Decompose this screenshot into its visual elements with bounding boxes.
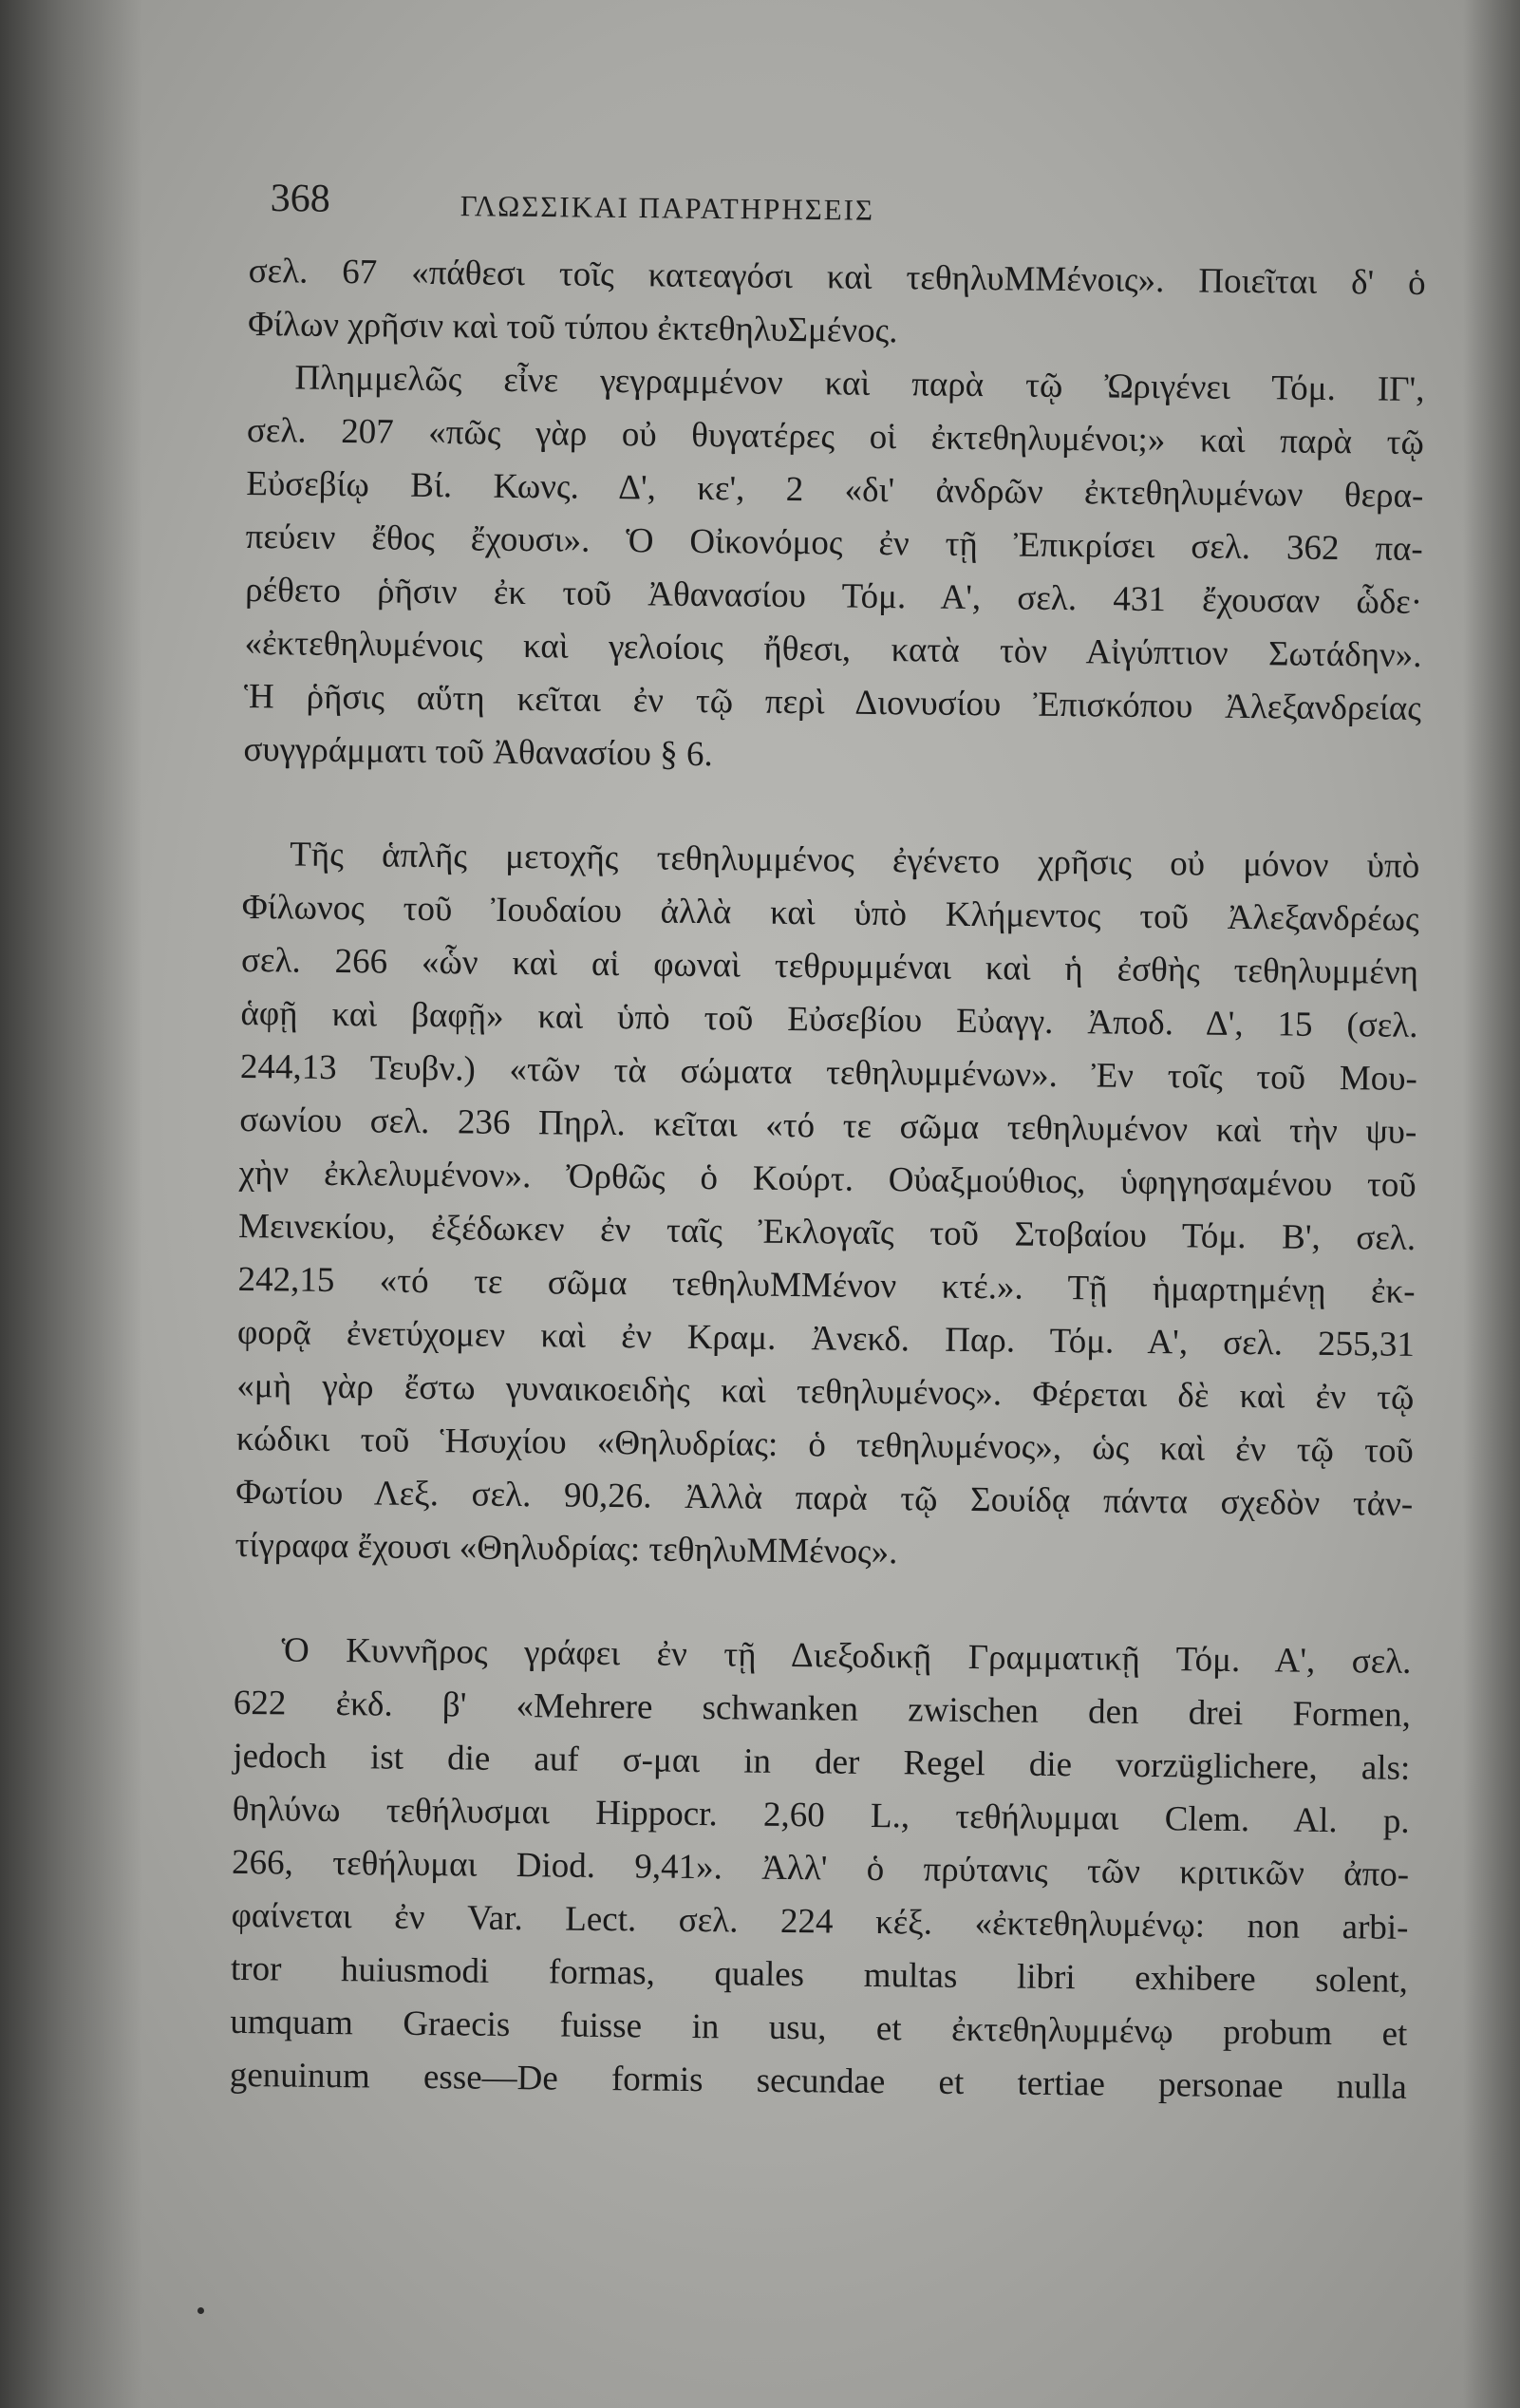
text-line: 266, τεθήλυμαι Diod. 9,41». Ἀλλ' ὁ πρύτανις τῶν κριτικῶν ἀπο- — [231, 1842, 1410, 1894]
running-title: ΓΛΩΣΣΙΚΑΙ ΠΑΡΑΤΗΡΗΣΕΙΣ — [460, 189, 875, 227]
text-line: φορᾷ ἐνετύχομεν καὶ ἐν Κραμ. Ἀνεκδ. Παρ. Τόμ. Α', σελ. 255,31 — [236, 1312, 1416, 1364]
text-line: Φίλωνος τοῦ Ἰουδαίου ἀλλὰ καὶ ὑπὸ Κλήμεντος τοῦ Ἀλεξανδρέως — [241, 887, 1419, 939]
text-line: Εὐσεβίῳ Βί. Κωνς. Δ', κε', 2 «δι' ἀνδρῶν ἐκτεθηλυμένων θερα- — [246, 463, 1424, 516]
text-line: κώδικι τοῦ Ἡσυχίου «Θηλυδρίας: ὁ τεθηλυμένος», ὡς καὶ ἐν τῷ τοῦ — [235, 1419, 1414, 1471]
text-line: jedoch ist die auf σ-μαι in der Regel die vorzüglichere, als: — [233, 1736, 1411, 1788]
text-line: Μεινεκίου, ἐξέδωκεν ἐν ταῖς Ἐκλογαῖς τοῦ Στοβαίου Τόμ. Β', σελ. — [237, 1206, 1417, 1258]
body-text — [230, 245, 1426, 2115]
page-header — [270, 176, 1419, 245]
text-line: Ὁ Κυννῆρος γράφει ἐν τῇ Διεξοδικῇ Γραμματικῇ Τόμ. Α', σελ. — [281, 1630, 1412, 1682]
binding-shadow — [0, 0, 142, 2408]
text-line: Φωτίου Λεξ. σελ. 90,26. Ἀλλὰ παρὰ τῷ Σουίδᾳ πάντα σχεδὸν τἀν- — [235, 1472, 1414, 1524]
page-number: 368 — [270, 176, 330, 221]
text-line: σελ. 67 «πάθεσι τοῖς κατεαγόσι καὶ τεθηλυΜΜένοις». Ποιεῖται δ' ὁ — [248, 251, 1426, 303]
text-line: φαίνεται ἐν Var. Lect. σελ. 224 κέξ. «ἐκτεθηλυμένῳ: non arbi- — [231, 1895, 1409, 1947]
text-line: σελ. 207 «πῶς γὰρ οὐ θυγατέρες οἱ ἐκτεθηλυμένοι;» καὶ παρὰ τῷ — [246, 410, 1425, 462]
text-line: Φίλων χρῆσιν καὶ τοῦ τύπου ἐκτεθηλυΣμένος. — [247, 304, 898, 351]
text-line: ἁφῇ καὶ βαφῇ» καὶ ὑπὸ τοῦ Εὐσεβίου Εὐαγγ. Ἀποδ. Δ', 15 (σελ. — [240, 993, 1418, 1045]
text-line: 244,13 Τευβν.) «τῶν τὰ σώματα τεθηλυμμένων». Ἐν τοῖς τοῦ Μου- — [239, 1046, 1418, 1099]
edge-shadow — [1463, 0, 1520, 2408]
text-line: 622 ἐκδ. β' «Mehrere schwanken zwischen den drei Formen, — [233, 1683, 1412, 1735]
text-line: «μὴ γὰρ ἔστω γυναικοειδὴς καὶ τεθηλυμένος». Φέρεται δὲ καὶ ἐν τῷ — [236, 1365, 1415, 1418]
text-line: Ἡ ῥῆσις αὕτη κεῖται ἐν τῷ περὶ Διονυσίου Ἐπισκόπου Ἀλεξανδρείας — [243, 676, 1422, 728]
ink-speck — [197, 2307, 204, 2314]
text-line: ρέθετο ῥῆσιν ἐκ τοῦ Ἀθανασίου Τόμ. Α', σελ. 431 ἔχουσαν ὧδε· — [244, 570, 1423, 622]
text-line: τίγραφα ἔχουσι «Θηλυδρίας: τεθηλυΜΜένος». — [235, 1525, 898, 1572]
text-line: 242,15 «τό τε σῶμα τεθηλυΜΜένον κτέ.». Τῇ ἡμαρτημένῃ ἐκ- — [237, 1259, 1416, 1311]
text-line: πεύειν ἔθος ἔχουσι». Ὁ Οἰκονόμος ἐν τῇ Ἐπικρίσει σελ. 362 πα- — [245, 517, 1423, 569]
text-line: συγγράμματι τοῦ Ἀθανασίου § 6. — [243, 729, 713, 775]
text-line: «ἐκτεθηλυμένοις καὶ γελοίοις ἤθεσι, κατὰ τὸν Αἰγύπτιον Σωτάδην». — [244, 623, 1422, 675]
text-line: Πλημμελῶς εἶνε γεγραμμένον καὶ παρὰ τῷ Ὠριγένει Τόμ. ΙΓ', — [294, 358, 1425, 409]
text-line: σωνίου σελ. 236 Πηρλ. κεῖται «τό τε σῶμα τεθηλυμένον καὶ τὴν ψυ- — [239, 1100, 1417, 1152]
text-line: tror huiusmodi formas, quales multas libri exhibere solent, — [230, 1948, 1409, 2001]
text-line: θηλύνω τεθήλυσμαι Hippocr. 2,60 L., τεθήλυμμαι Clem. Al. p. — [232, 1789, 1410, 1841]
text-line: umquam Graecis fuisse in usu, et ἐκτεθηλυμμένῳ probum et — [230, 2002, 1408, 2054]
text-line: χὴν ἐκλελυμένον». Ὀρθῶς ὁ Κούρτ. Οὐαξμούθιος, ὑφηγησαμένου τοῦ — [238, 1153, 1417, 1205]
text-line: σελ. 266 «ὧν καὶ αἱ φωναὶ τεθρυμμέναι καὶ ἡ ἐσθὴς τεθηλυμμένη — [240, 940, 1419, 992]
text-line: genuinum esse—De formis secundae et tertiae personae nulla — [229, 2055, 1407, 2107]
text-line: Τῆς ἁπλῆς μετοχῆς τεθηλυμμένος ἐγένετο χρῆσις οὐ μόνον ὑπὸ — [290, 835, 1420, 886]
